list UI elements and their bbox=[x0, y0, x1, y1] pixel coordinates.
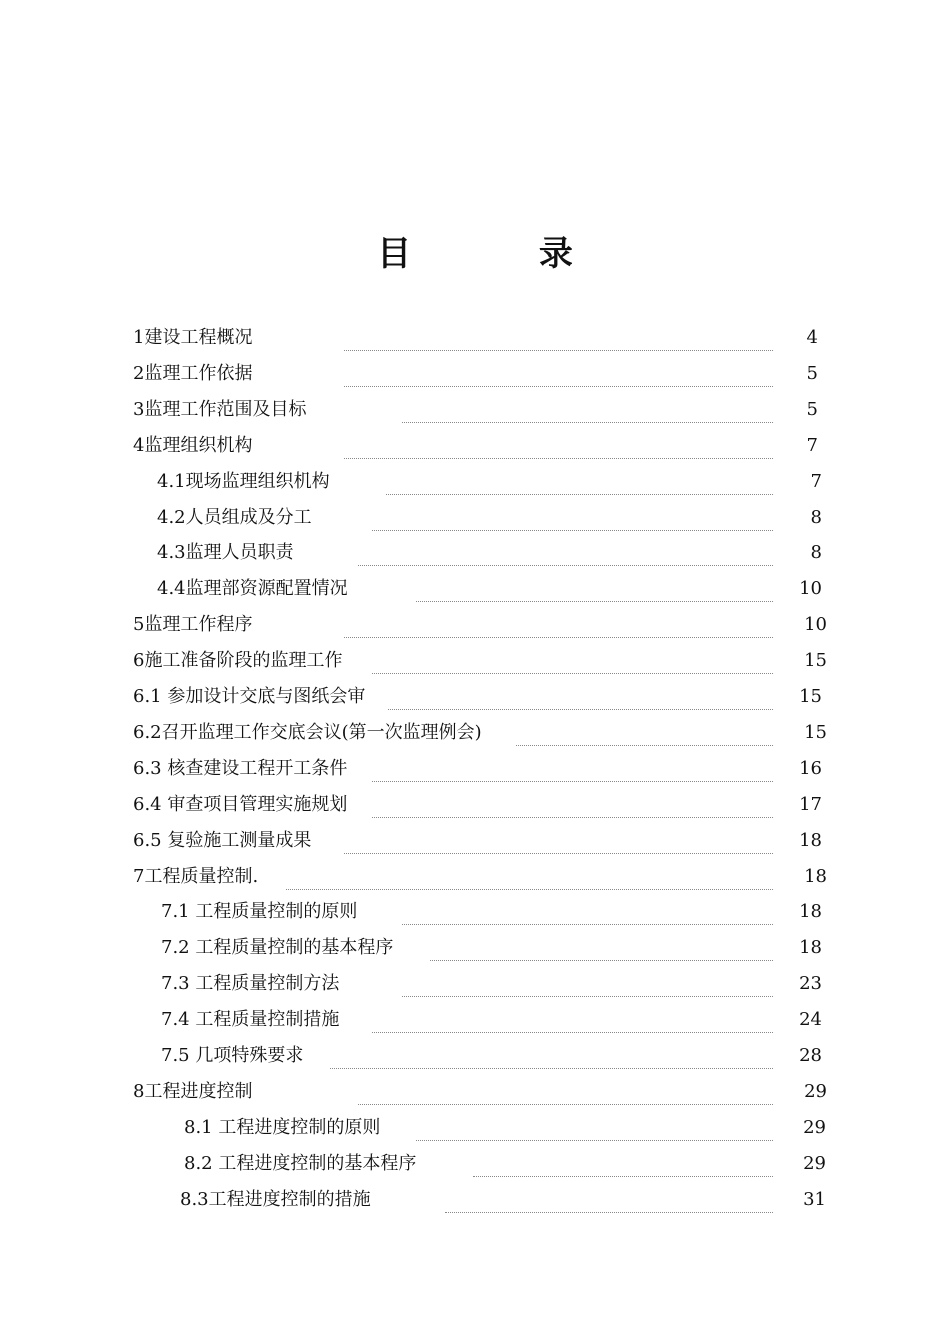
toc-entry[interactable] bbox=[0, 613, 950, 647]
toc-entry[interactable] bbox=[0, 936, 950, 970]
toc-leader-dots bbox=[286, 889, 773, 890]
toc-leader-dots bbox=[344, 386, 773, 387]
toc-entry-title: 4.1现场监理组织机构 bbox=[157, 470, 330, 492]
toc-page-number: 29 bbox=[804, 1080, 827, 1102]
toc-entry[interactable] bbox=[0, 1080, 950, 1114]
toc-leader-dots bbox=[372, 781, 773, 782]
toc-page-number: 18 bbox=[799, 937, 822, 959]
toc-leader-dots bbox=[344, 637, 773, 638]
toc-page-number: 31 bbox=[803, 1188, 826, 1210]
toc-entry-title: 8.2 工程进度控制的基本程序 bbox=[184, 1152, 417, 1174]
toc-entry[interactable] bbox=[0, 721, 950, 755]
toc-entry-title: 7.2 工程质量控制的基本程序 bbox=[161, 937, 394, 959]
toc-leader-dots bbox=[416, 601, 773, 602]
toc-leader-dots bbox=[372, 673, 773, 674]
toc-entry-title: 2监理工作依据 bbox=[133, 362, 253, 384]
toc-entry[interactable] bbox=[0, 757, 950, 791]
toc-page-number: 7 bbox=[806, 434, 818, 456]
toc-leader-dots bbox=[386, 494, 773, 495]
toc-entry-title: 6.3 核查建设工程开工条件 bbox=[133, 757, 348, 779]
toc-entry[interactable] bbox=[0, 865, 950, 899]
toc-leader-dots bbox=[445, 1212, 773, 1213]
toc-page-number: 18 bbox=[799, 901, 822, 923]
toc-entry-title: 4.4监理部资源配置情况 bbox=[157, 578, 348, 600]
toc-entry[interactable] bbox=[0, 1152, 950, 1186]
toc-leader-dots bbox=[358, 565, 773, 566]
toc-leader-dots bbox=[416, 1140, 773, 1141]
toc-entry-title: 8.1 工程进度控制的原则 bbox=[184, 1116, 381, 1138]
toc-page-number: 5 bbox=[806, 398, 818, 420]
toc-entry-title: 8工程进度控制 bbox=[133, 1080, 253, 1102]
toc-entry[interactable] bbox=[0, 541, 950, 575]
toc-entry[interactable] bbox=[0, 362, 950, 396]
toc-leader-dots bbox=[388, 709, 773, 710]
toc-page-number: 15 bbox=[804, 650, 827, 672]
toc-page-number: 10 bbox=[799, 578, 822, 600]
toc-entry[interactable] bbox=[0, 1044, 950, 1078]
toc-entry[interactable] bbox=[0, 1116, 950, 1150]
toc-entry-title: 1建设工程概况 bbox=[133, 327, 253, 348]
toc-entry-title: 8.3工程进度控制的措施 bbox=[180, 1188, 371, 1210]
toc-entry-title: 7.5 几项特殊要求 bbox=[161, 1045, 304, 1066]
toc-leader-dots bbox=[430, 960, 773, 961]
toc-entry-title: 7工程质量控制. bbox=[133, 865, 259, 887]
page-title: 目 录 bbox=[377, 234, 631, 274]
toc-leader-dots bbox=[358, 1104, 773, 1105]
toc-page-number: 5 bbox=[806, 362, 818, 384]
toc-entry-title: 6.2召开监理工作交底会议(第一次监理例会) bbox=[133, 721, 482, 743]
toc-page-number: 4 bbox=[806, 327, 818, 348]
toc-leader-dots bbox=[344, 350, 773, 351]
toc-entry-title: 7.3 工程质量控制方法 bbox=[161, 973, 340, 995]
toc-page-number: 7 bbox=[810, 470, 822, 492]
toc-entry-title: 6施工准备阶段的监理工作 bbox=[133, 650, 343, 672]
toc-entry-title: 7.4 工程质量控制措施 bbox=[161, 1009, 340, 1031]
toc-page-number: 18 bbox=[804, 865, 827, 887]
toc-entry[interactable] bbox=[0, 398, 950, 432]
toc-page-number: 29 bbox=[803, 1152, 826, 1174]
toc-leader-dots bbox=[330, 1068, 773, 1069]
toc-entry[interactable] bbox=[0, 793, 950, 827]
toc-entry[interactable] bbox=[0, 1188, 950, 1222]
toc-entry[interactable] bbox=[0, 649, 950, 683]
toc-page-number: 24 bbox=[799, 1009, 822, 1031]
toc-entry-title: 6.1 参加设计交底与图纸会审 bbox=[133, 686, 366, 707]
toc-entry[interactable] bbox=[0, 685, 950, 719]
toc-leader-dots bbox=[372, 530, 773, 531]
toc-entry-title: 6.4 审查项目管理实施规划 bbox=[133, 793, 348, 815]
toc-entry-title: 4.2人员组成及分工 bbox=[157, 506, 312, 528]
toc-entry[interactable] bbox=[0, 577, 950, 611]
toc-entry[interactable] bbox=[0, 900, 950, 934]
toc-entry[interactable] bbox=[0, 829, 950, 863]
toc-entry-title: 4.3监理人员职责 bbox=[157, 542, 294, 564]
toc-page-number: 29 bbox=[803, 1116, 826, 1138]
toc-entry-title: 4监理组织机构 bbox=[133, 434, 253, 456]
toc-leader-dots bbox=[372, 1032, 773, 1033]
toc-leader-dots bbox=[516, 745, 773, 746]
toc-page-number: 18 bbox=[799, 829, 822, 851]
toc-entry-title: 3监理工作范围及目标 bbox=[133, 398, 307, 420]
toc-entry[interactable] bbox=[0, 506, 950, 540]
toc-page-number: 8 bbox=[810, 506, 822, 528]
toc-entry-title: 6.5 复验施工测量成果 bbox=[133, 829, 312, 851]
toc-leader-dots bbox=[344, 853, 773, 854]
toc-leader-dots bbox=[344, 458, 773, 459]
toc-entry[interactable] bbox=[0, 1008, 950, 1042]
toc-page-number: 8 bbox=[810, 542, 822, 564]
toc-entry-title: 7.1 工程质量控制的原则 bbox=[161, 901, 358, 923]
toc-entry-title: 5监理工作程序 bbox=[133, 614, 253, 636]
toc-entry[interactable] bbox=[0, 470, 950, 504]
toc-page-number: 16 bbox=[799, 757, 822, 779]
toc-page-number: 15 bbox=[799, 686, 822, 707]
toc-page-number: 28 bbox=[799, 1045, 822, 1066]
toc-page-number: 10 bbox=[804, 614, 827, 636]
toc-leader-dots bbox=[372, 817, 773, 818]
toc-leader-dots bbox=[402, 996, 773, 997]
toc-page-number: 23 bbox=[799, 973, 822, 995]
toc-leader-dots bbox=[402, 924, 773, 925]
toc-page-number: 17 bbox=[799, 793, 822, 815]
toc-entry[interactable] bbox=[0, 434, 950, 468]
toc-page-number: 15 bbox=[804, 721, 827, 743]
toc-entry[interactable] bbox=[0, 972, 950, 1006]
toc-entry[interactable] bbox=[0, 326, 950, 360]
toc-leader-dots bbox=[473, 1176, 773, 1177]
toc-leader-dots bbox=[402, 422, 773, 423]
